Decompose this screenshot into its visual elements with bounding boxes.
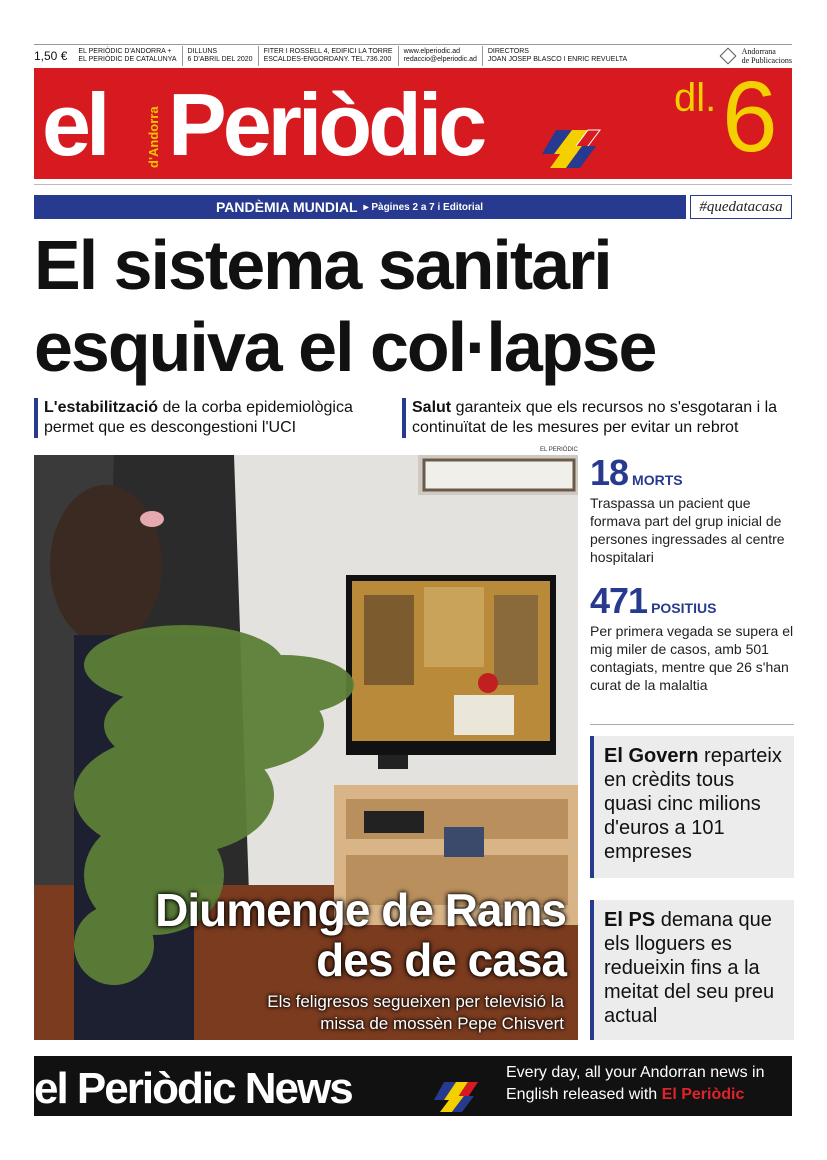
website-link[interactable]: www.elperiodic.ad [403, 47, 461, 55]
section-bar [34, 195, 686, 219]
publication-info: EL PERIÒDIC D'ANDORRA + EL PERIÒDIC DE CATALUNYA [78, 47, 177, 63]
photo-caption: Els feligresos segueixen per televisió la missa de mossèn Pepe Chisvert [267, 992, 564, 1033]
flag-stripes-icon [542, 120, 602, 170]
news-brand: El Periòdic [661, 1086, 745, 1103]
photo-title[interactable]: Diumenge de Rams des de casa [155, 884, 566, 986]
photo-credit: EL PERIÒDIC [540, 447, 578, 453]
logo-el: el [42, 75, 106, 174]
masthead [34, 61, 792, 179]
front-photo[interactable] [34, 455, 578, 1040]
contact [398, 46, 482, 66]
subhead-1: L'estabilització de la corba epidemiològica permet que es descongestioni l'UCI [34, 398, 396, 438]
address: FITER I ROSSELL 4, EDIFICI LA TORRE ESCALDES-ENGORDANY. TEL.736.200 [258, 46, 398, 66]
section-title: PANDÈMIA MUNDIAL [216, 199, 358, 215]
section-pages: ▸ Pàgines 2 a 7 i Editorial [363, 201, 484, 213]
issue-date: DILLUNS 6 D'ABRIL DEL 2020 [182, 46, 258, 66]
logo-periodic: Periòdic [168, 75, 484, 174]
news-logo: el Periòdic News [34, 1064, 352, 1113]
email-link[interactable]: redaccio@elperiodic.ad [403, 55, 477, 63]
flag-stripes-icon [434, 1080, 478, 1114]
divider [34, 184, 792, 185]
directors: DIRECTORS JOAN JOSEP BLASCO I ENRIC REVUELTA [482, 46, 632, 66]
subhead-2: Salut garanteix que els recursos no s'esgotaran i la continuïtat de les mesures per evitar un rebrot [402, 398, 794, 438]
price: 1,50 € [34, 48, 68, 63]
brief-ps[interactable]: El PS demana que els lloguers es redueixin fins a la meitat del seu preu actual [590, 900, 794, 1040]
hashtag-badge: #quedatacasa [690, 195, 792, 219]
news-banner[interactable] [34, 1056, 792, 1116]
news-text: Every day, all your Andorran news in English released with El Periòdic [506, 1064, 765, 1103]
stat-positives[interactable]: 471 POSITIUS Per primera vegada se supera el mig miler de casos, amb 501 contagiats, mentre que 26 s'han curat de la malaltia [590, 580, 794, 693]
stat-deaths[interactable]: 18 MORTS Traspassa un pacient que formava part del grup inicial de persones ingressades al centre hospitalari [590, 452, 785, 565]
logo-andorra: d'Andorra [146, 106, 161, 168]
day-number: 6 [722, 61, 778, 173]
main-headline: El sistema sanitari esquiva el col·lapse [34, 226, 656, 386]
top-info-strip [34, 44, 792, 66]
day-label: dl. [674, 76, 717, 120]
divider [590, 724, 794, 725]
brief-govern[interactable]: El Govern reparteix en crèdits tous quasi cinc milions d'euros a 101 empreses [590, 736, 794, 878]
publisher: Andorrana de Publicacions [722, 47, 792, 65]
